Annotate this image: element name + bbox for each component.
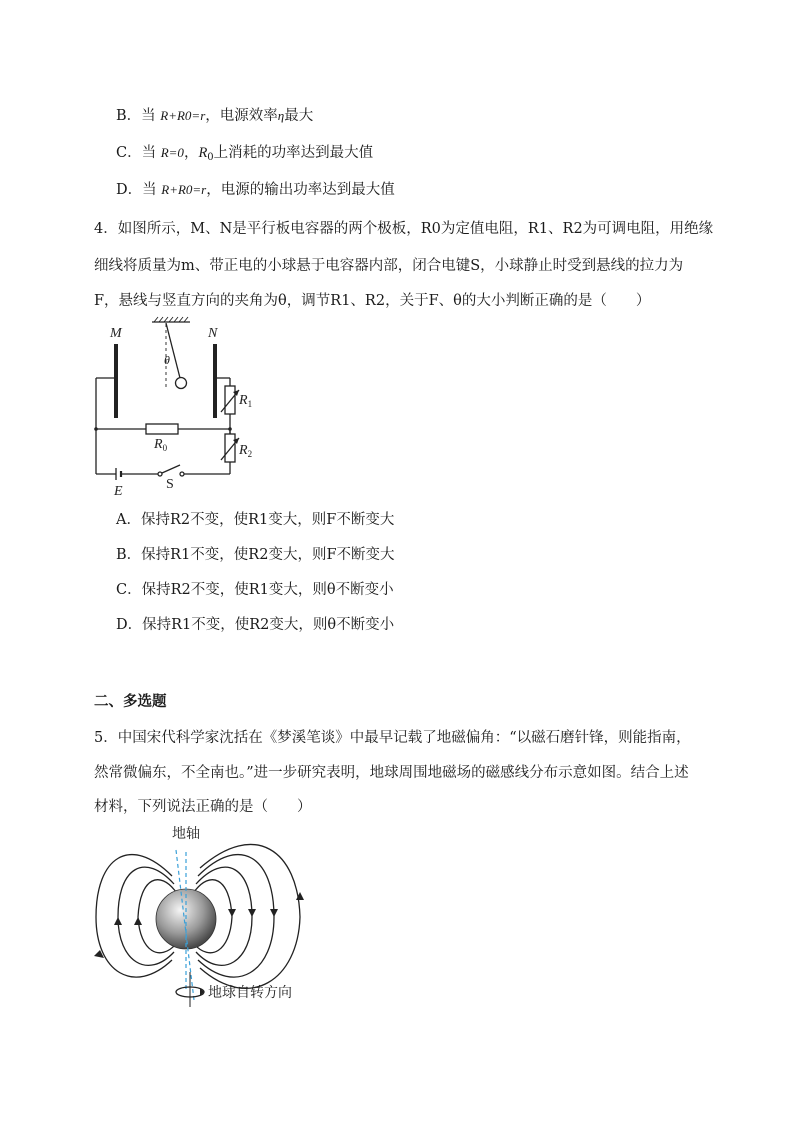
earth-axis-label: 地轴 [172,826,200,842]
r1-label: $R_1$ [239,393,253,409]
q5-stem-line1: 5．中国宋代科学家沈括在《梦溪笔谈》中最早记载了地磁偏角：“以磁石磨针锋，则能指南， [94,730,691,746]
rotation-direction-label: 地球自转方向 [208,985,292,1001]
q3-option-c: C．当 R=0，$R_0$上消耗的功率达到最大值 [116,145,374,163]
condition-formula: R=0 [160,145,184,160]
q4-option-c: C．保持R2不变，使R1变大，则θ不断变小 [116,582,394,598]
plate-m-label: M [110,326,122,341]
q5-stem-line2: 然常微偏东，不全南也。”进一步研究表明，地球周围地磁场的磁感线分布示意如图。结合上述 [94,765,689,781]
q5-stem-line3: 材料，下列说法正确的是（ ） [94,799,312,815]
earth-magnetic-field-figure [90,822,330,1012]
switch-s-label: S [166,477,174,492]
theta-label: θ [164,353,170,367]
q4-stem-line2: 细线将质量为m、带正电的小球悬于电容器内部，闭合电键S，小球静止时受到悬线的拉力为 [94,258,684,274]
q4-option-a: A．保持R2不变，使R1变大，则F不断变大 [116,512,395,528]
q4-option-b: B．保持R1不变，使R2变大，则F不断变大 [116,547,395,563]
battery-e-label: E [114,484,123,499]
condition-formula: R+R0=r [160,108,206,123]
r2-label: $R_2$ [239,443,253,459]
q4-option-d: D．保持R1不变，使R2变大，则θ不断变小 [116,617,395,633]
section-title: 二、多选题 [94,693,167,710]
q3-option-d: D．当 R+R0=r，电源的输出功率达到最大值 [116,182,395,198]
plate-n-label: N [208,326,218,341]
q4-stem-line1: 4．如图所示，M、N是平行板电容器的两个极板，R0为定值电阻，R1、R2为可调电阻，用绝缘 [94,221,714,237]
q3-option-b: B．当 R+R0=r，电源效率η最大 [116,108,314,124]
r0-label: $R_0$ [154,437,168,453]
condition-formula: R+R0=r [161,182,207,197]
q4-stem-line3: F，悬线与竖直方向的夹角为θ，调节R1、R2，关于F、θ的大小判断正确的是（ ） [94,293,651,309]
capacitor-circuit-figure [88,312,268,502]
